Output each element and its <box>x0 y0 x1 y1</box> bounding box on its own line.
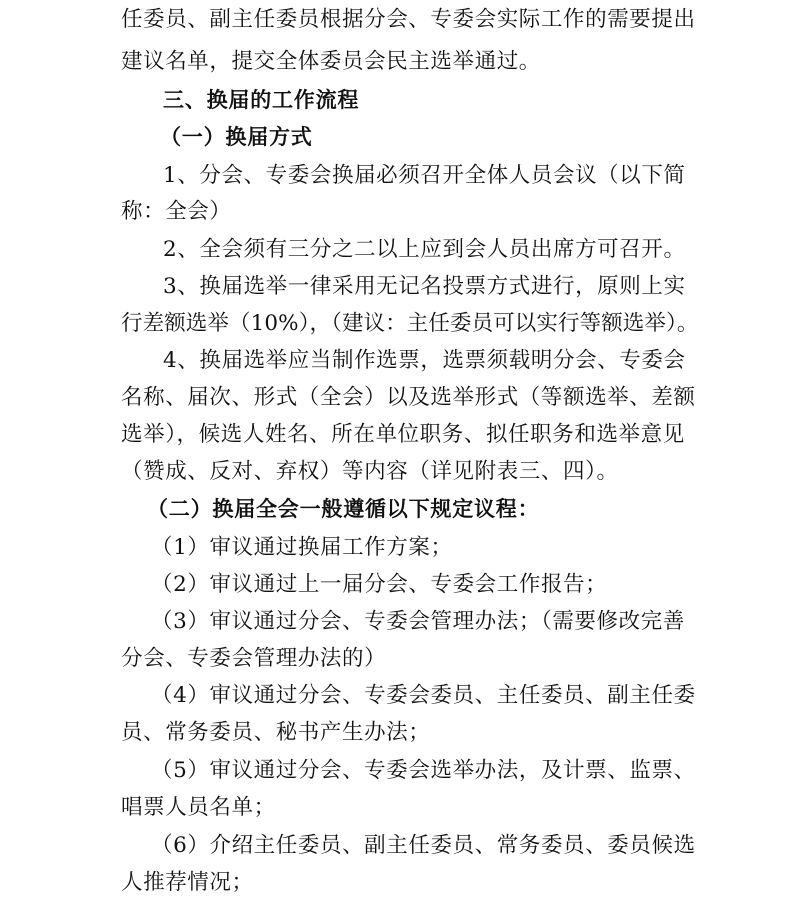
line-text: 名称、届次、形式（全会）以及选举形式（等额选举、差额 <box>121 385 696 410</box>
line-text: 4、换届选举应当制作选票，选票须载明分会、专委会 <box>163 348 686 373</box>
agenda-item <box>0 681 793 711</box>
line-text: （3）审议通过分会、专委会管理办法；（需要修改完善 <box>151 609 685 634</box>
line-text: 1、分会、专委会换届必须召开全体人员会议（以下简 <box>163 163 686 188</box>
paragraph-line <box>0 235 793 265</box>
subsection-heading <box>0 122 793 152</box>
line-text: 3、换届选举一律采用无记名投票方式进行，原则上实 <box>163 274 686 299</box>
agenda-item <box>0 533 793 563</box>
subsection-heading <box>0 494 793 524</box>
agenda-item <box>0 570 793 600</box>
line-text: （赞成、反对、弃权）等内容（详见附表三、四）。 <box>121 459 619 484</box>
line-text: 唱票人员名单； <box>121 795 276 820</box>
line-text: 建议名单，提交全体委员会民主选举通过。 <box>121 49 541 74</box>
line-text: 任委员、副主任委员根据分会、专委会实际工作的需要提出 <box>121 7 696 32</box>
line-text: （1）审议通过换届工作方案； <box>151 535 453 560</box>
paragraph-line <box>0 161 793 191</box>
line-text: 员、常务委员、秘书产生办法； <box>121 720 431 745</box>
agenda-item-continuation <box>0 793 793 823</box>
line-text: 行差额选举（10%），（建议：主任委员可以实行等额选举）。 <box>121 311 699 336</box>
line-text: 称：全会） <box>121 199 232 224</box>
paragraph-line <box>0 197 793 227</box>
heading-text: 三、换届的工作流程 <box>163 88 360 112</box>
agenda-item <box>0 607 793 637</box>
paragraph-line <box>0 5 793 35</box>
heading-text: （一）换届方式 <box>160 125 313 149</box>
paragraph-line <box>0 47 793 77</box>
section-heading <box>0 85 793 115</box>
agenda-item-continuation <box>0 868 793 898</box>
line-text: 分会、专委会管理办法的） <box>121 646 387 671</box>
line-text: 选举），候选人姓名、所在单位职务、拟任职务和选举意见 <box>121 422 685 447</box>
line-text: 2、全会须有三分之二以上应到会人员出席方可召开。 <box>163 237 686 262</box>
line-text: 人推荐情况； <box>121 870 254 895</box>
paragraph-line <box>0 272 793 302</box>
agenda-item <box>0 756 793 786</box>
line-text: （5）审议通过分会、专委会选举办法，及计票、监票、 <box>151 758 696 783</box>
paragraph-line <box>0 457 793 487</box>
paragraph-line <box>0 309 793 339</box>
line-text: （2）审议通过上一届分会、专委会工作报告； <box>151 572 608 597</box>
line-text: （6）介绍主任委员、副主任委员、常务委员、委员候选 <box>151 833 696 858</box>
agenda-item-continuation <box>0 718 793 748</box>
agenda-item <box>0 831 793 861</box>
paragraph-line <box>0 346 793 376</box>
paragraph-line <box>0 383 793 413</box>
paragraph-line <box>0 420 793 450</box>
agenda-item-continuation <box>0 644 793 674</box>
line-text: （4）审议通过分会、专委会委员、主任委员、副主任委 <box>151 683 696 708</box>
heading-text: （二）换届全会一般遵循以下规定议程： <box>147 497 540 521</box>
